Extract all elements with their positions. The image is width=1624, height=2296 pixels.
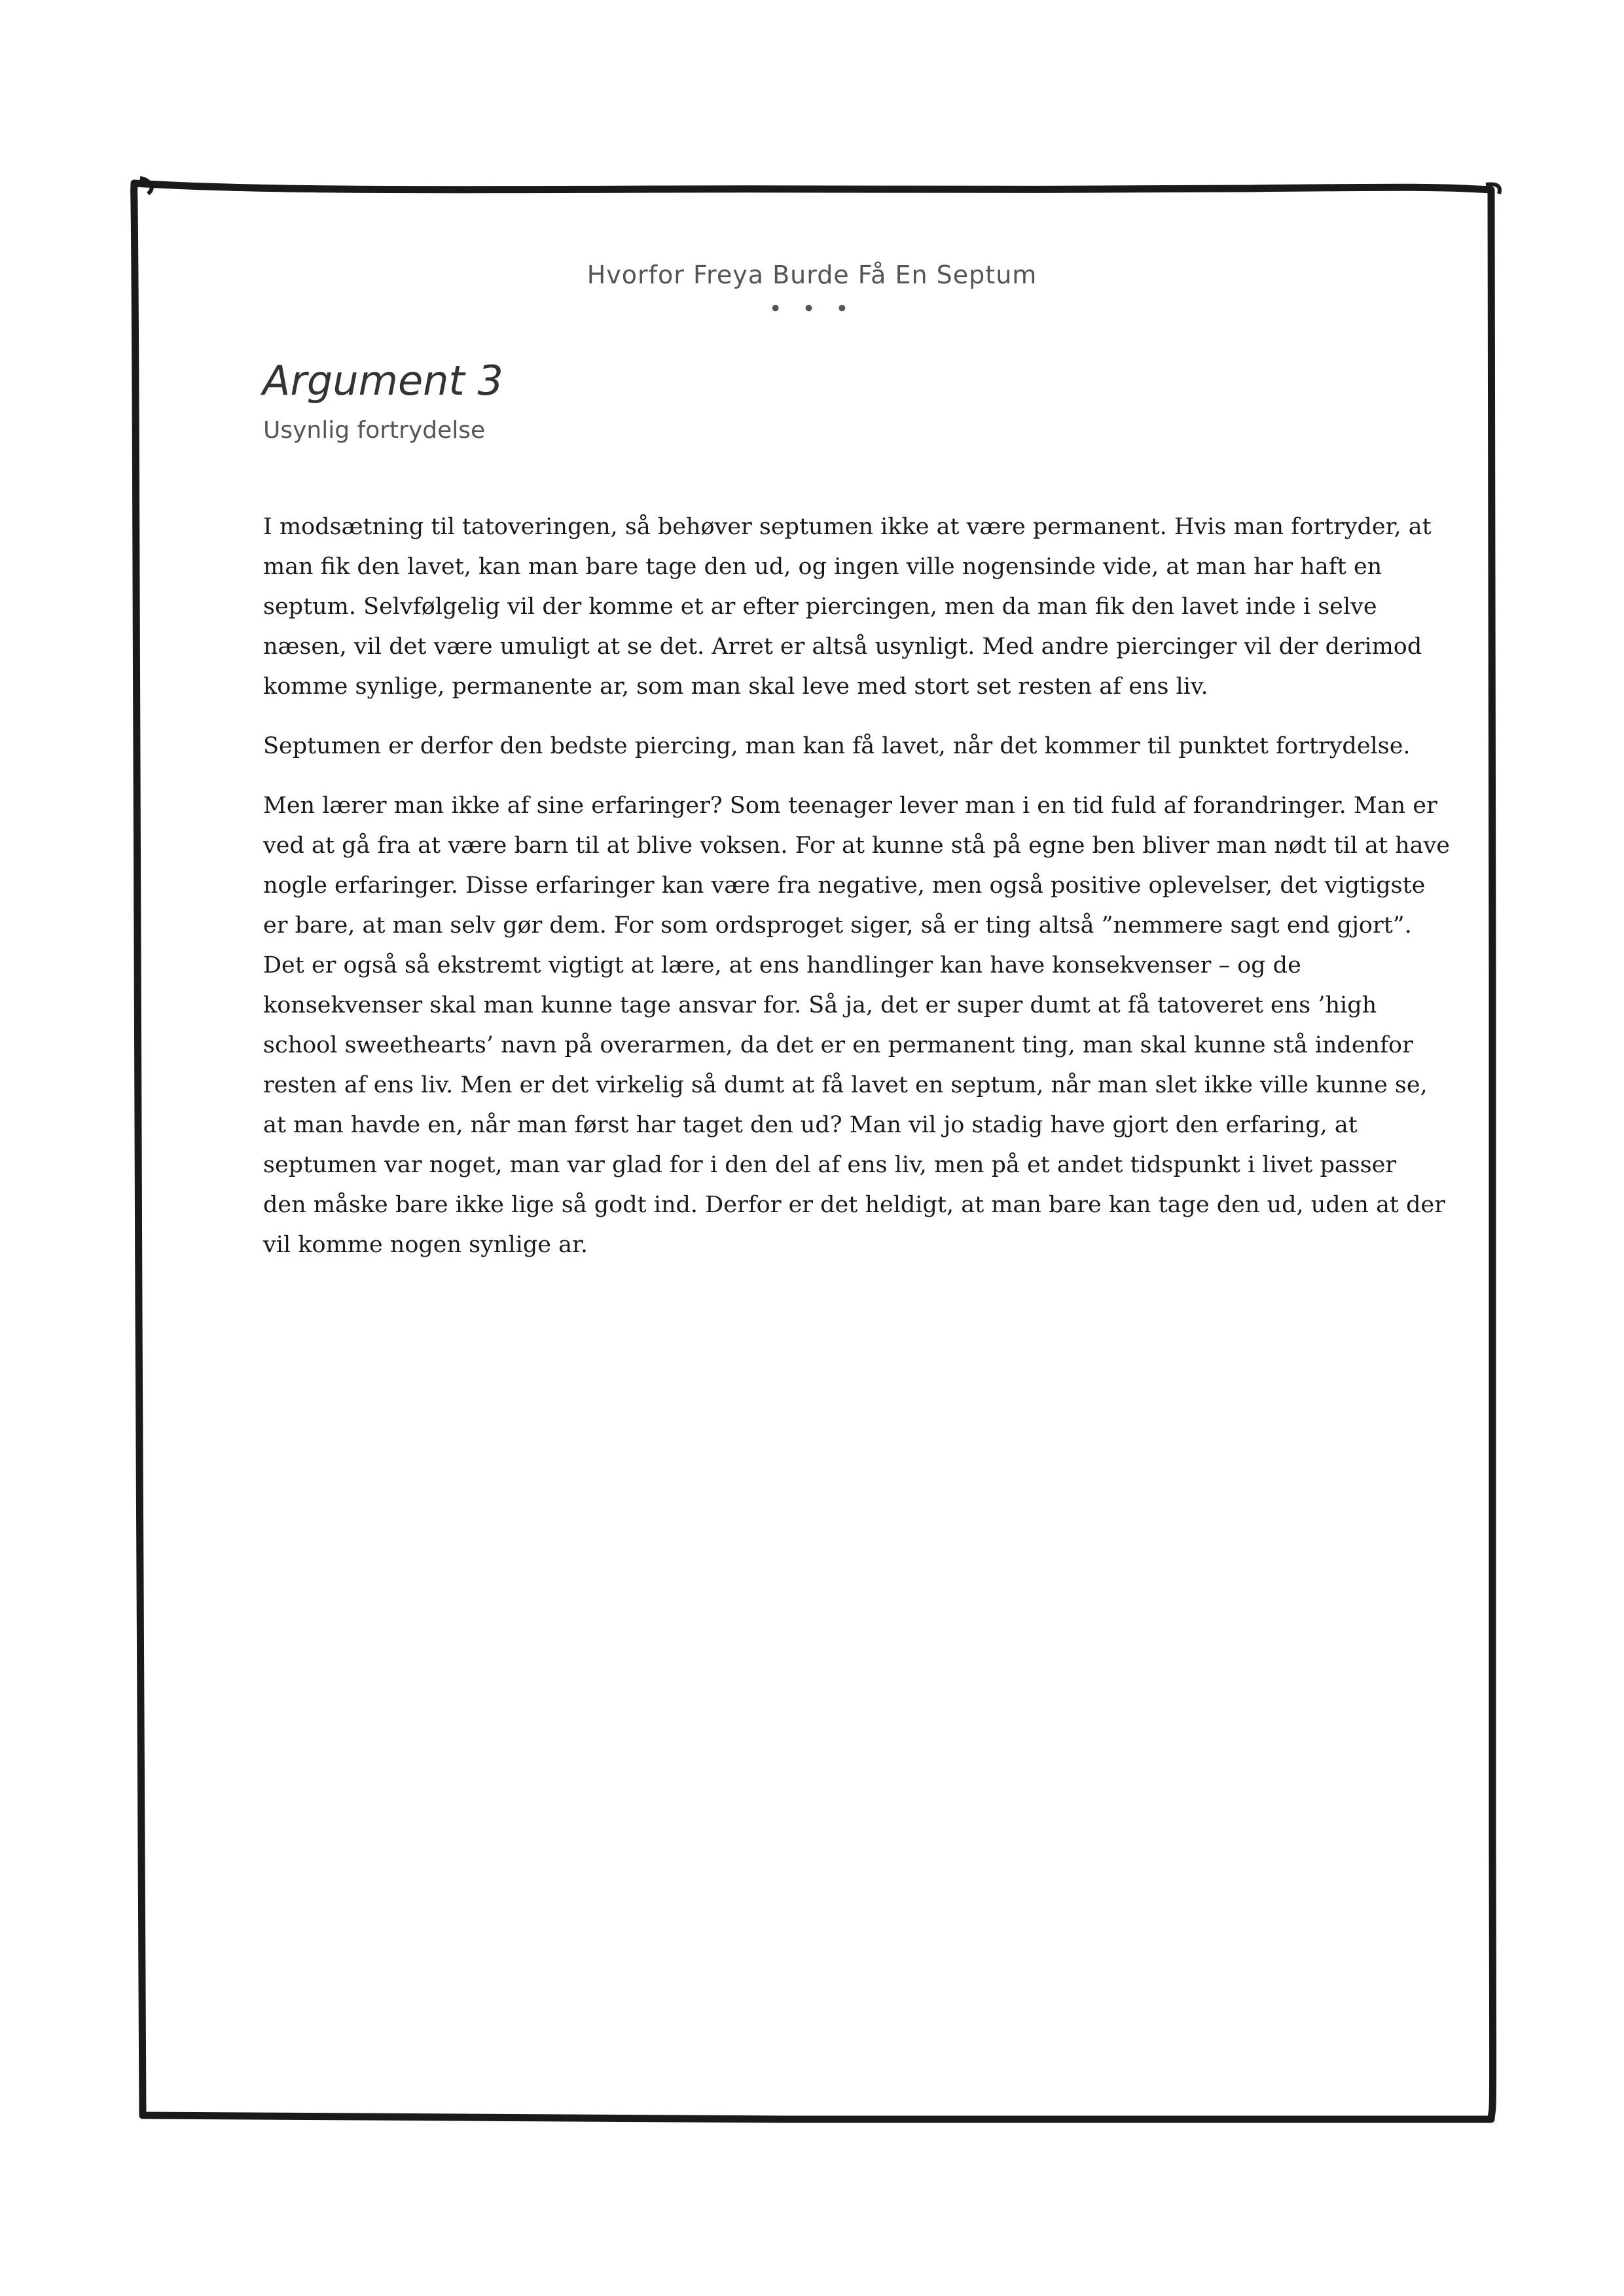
text-line: at man havde en, når man først har taget den ud? Man vil jo stadig have gjort den erfaring, at xyxy=(263,1112,1358,1138)
argument-heading: Argument 3 xyxy=(262,357,503,404)
text-line: Septumen er derfor den bedste piercing, man kan få lavet, når det kommer til punktet fortrydelse. xyxy=(263,733,1411,759)
text-line: school sweethearts’ navn på overarmen, da det er en permanent ting, man skal kunne stå indenfor xyxy=(263,1032,1413,1058)
text-line: resten af ens liv. Men er det virkelig så dumt at få lavet en septum, når man slet ikke ville kunne se, xyxy=(263,1072,1428,1098)
text-line: septumen var noget, man var glad for i den del af ens liv, men på et andet tidspunkt i livet passer xyxy=(263,1152,1397,1178)
header-ornament: • • • xyxy=(768,296,856,322)
text-line: Men lærer man ikke af sine erfaringer? Som teenager lever man i en tid fuld af forandringer. Man er xyxy=(263,793,1437,819)
body-text xyxy=(263,507,1450,1285)
text-line: ved at gå fra at være barn til at blive voksen. For at kunne stå på egne ben bliver man nødt til at have xyxy=(263,833,1450,859)
text-line: Det er også så ekstremt vigtigt at lære, at ens handlinger kan have konsekvenser – og de xyxy=(263,952,1301,978)
text-line: komme synlige, permanente ar, som man skal leve med stort set resten af ens liv. xyxy=(263,673,1208,700)
text-line: den måske bare ikke lige så godt ind. Derfor er det heldigt, at man bare kan tage den ud, uden at der xyxy=(263,1192,1445,1218)
text-line: er bare, at man selv gør dem. For som ordsproget siger, så er ting altså ”nemmere sagt end gjort”. xyxy=(263,912,1412,939)
paragraph-3 xyxy=(263,786,1450,1265)
text-line: man fik den lavet, kan man bare tage den ud, og ingen ville nogensinde vide, at man har haft en xyxy=(263,554,1382,580)
paragraph-1 xyxy=(263,507,1432,707)
text-line: nogle erfaringer. Disse erfaringer kan være fra negative, men også positive oplevelser, det vigtigste xyxy=(263,872,1426,899)
text-line: konsekvenser skal man kunne tage ansvar for. Så ja, det er super dumt at få tatoveret ens ’high xyxy=(263,992,1377,1018)
text-line: vil komme nogen synlige ar. xyxy=(263,1232,588,1258)
argument-subheading: Usynlig fortrydelse xyxy=(263,417,486,444)
paragraph-2 xyxy=(263,726,1411,766)
text-line: I modsætning til tatoveringen, så behøver septumen ikke at være permanent. Hvis man fortryder, at xyxy=(263,514,1432,540)
text-line: septum. Selvfølgelig vil der komme et ar efter piercingen, men da man fik den lavet inde i selve xyxy=(263,594,1377,620)
text-line: næsen, vil det være umuligt at se det. Arret er altså usynligt. Med andre piercinger vil der derimod xyxy=(263,634,1422,660)
document-header-title: Hvorfor Freya Burde Få En Septum xyxy=(586,260,1038,289)
